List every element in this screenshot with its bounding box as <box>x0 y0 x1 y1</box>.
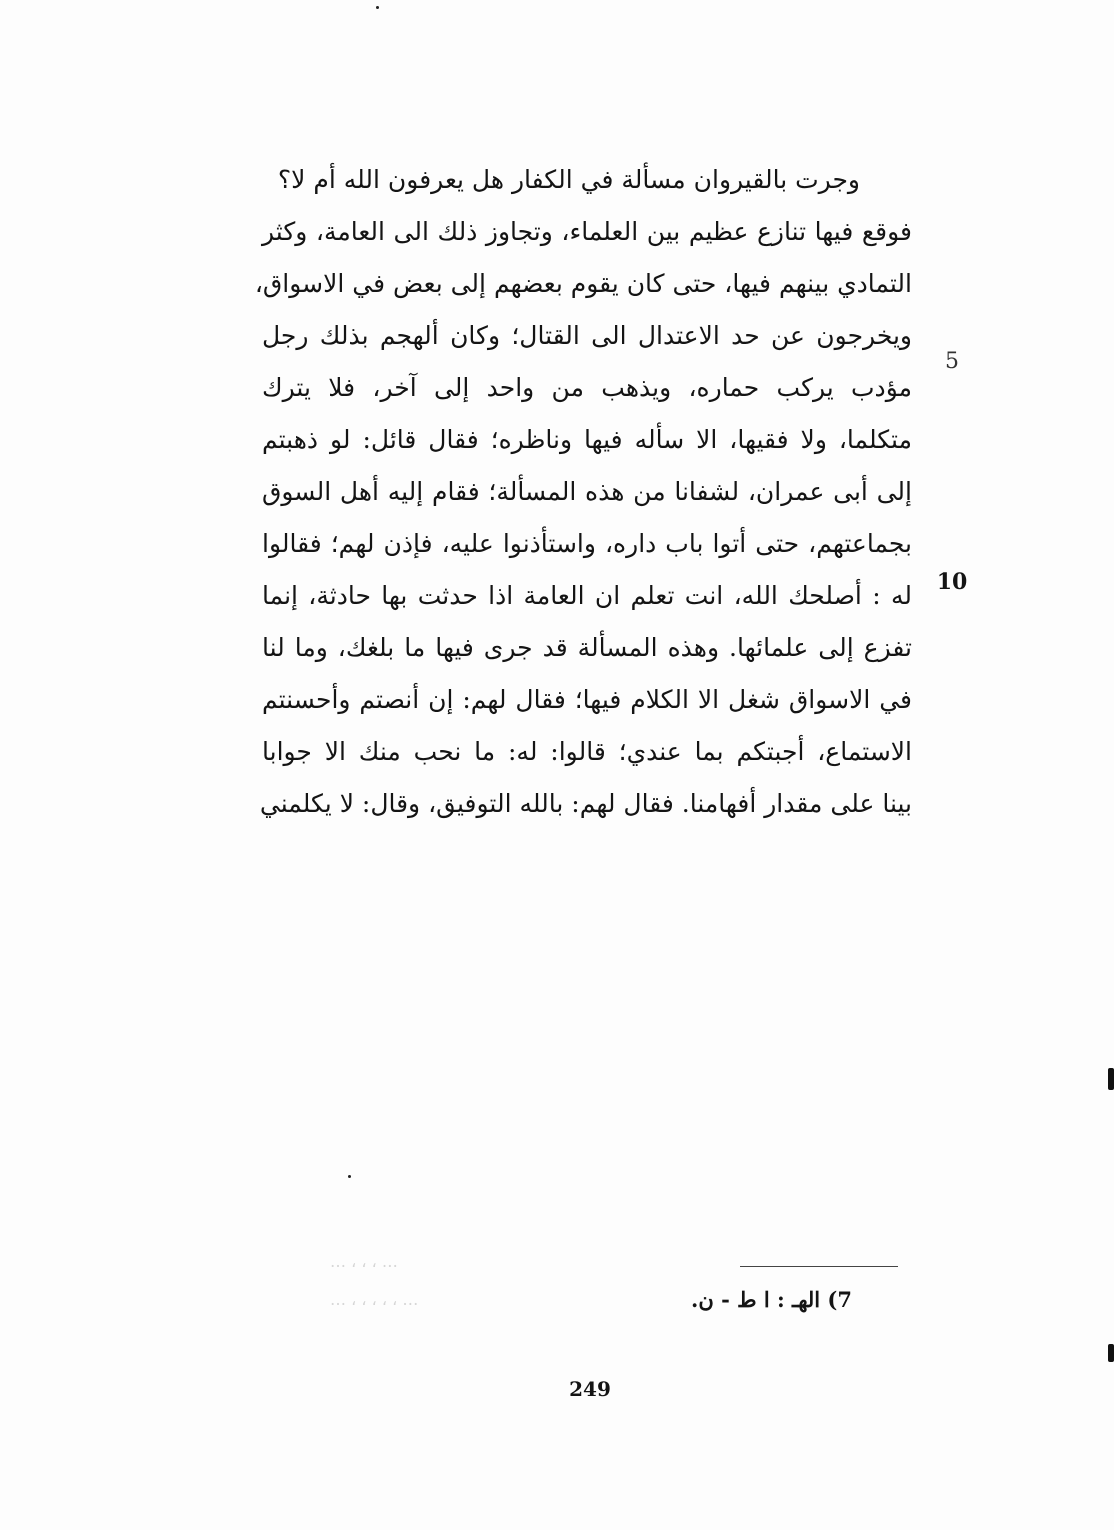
text-line-9: له : أصلحك الله، انت تعلم ان العامة اذا حدثت بها حادثة، إنما <box>262 581 912 610</box>
text-line-2: فوقع فيها تنازع عظيم بين العلماء، وتجاوز ذلك الى العامة، وكثر <box>262 217 912 246</box>
text-line-10: تفزع إلى علمائها. وهذه المسألة قد جرى فيها ما بلغك، وما لنا <box>262 633 912 662</box>
footnote: 7) الهـ : ا ط - ن. <box>691 1287 852 1312</box>
text-line-7: إلى أبى عمران، لشفانا من هذه المسألة؛ فقام إليه أهل السوق <box>262 477 912 506</box>
text-line-8: بجماعتهم، حتى أتوا باب داره، واستأذنوا عليه، فإذن لهم؛ فقالوا <box>262 529 912 558</box>
bleed-through-text: … ، ، ، … <box>330 1252 398 1271</box>
line-number-5: 5 <box>945 349 959 374</box>
ink-speck <box>348 1175 351 1178</box>
text-line-11: في الاسواق شغل الا الكلام فيها؛ فقال لهم: إن أنصتم وأحسنتم <box>262 685 912 714</box>
text-line-12: الاستماع، أجبتكم بما عندي؛ قالوا: له: ما نحب منك الا جوابا <box>262 737 912 766</box>
footnote-separator <box>740 1266 898 1267</box>
text-line-4: ويخرجون عن حد الاعتدال الى القتال؛ وكان ألهجم بذلك رجل <box>262 321 912 350</box>
text-line-5: مؤدب يركب حماره، ويذهب من واحد إلى آخر، فلا يترك <box>262 373 912 402</box>
text-line-3: التمادي بينهم فيها، حتى كان يقوم بعضهم إلى بعض في الاسواق، <box>254 269 912 298</box>
page-number: 249 <box>569 1377 611 1401</box>
text-line-1: وجرت بالقيروان مسألة في الكفار هل يعرفون الله أم لا؟ <box>277 165 860 194</box>
line-number-10: 10 <box>936 569 968 595</box>
bleed-through-text: … ، ، ، ، ، … <box>330 1290 419 1309</box>
ink-speck <box>376 6 379 9</box>
scan-edge-mark <box>1108 1344 1114 1362</box>
main-text-block <box>254 154 912 830</box>
text-line-6: متكلما، ولا فقيها، الا سأله فيها وناظره؛ فقال قائل: لو ذهبتم <box>262 425 912 454</box>
scan-edge-mark <box>1108 1068 1114 1090</box>
text-line-13: بينا على مقدار أفهامنا. فقال لهم: بالله التوفيق، وقال: لا يكلمني <box>259 789 912 818</box>
